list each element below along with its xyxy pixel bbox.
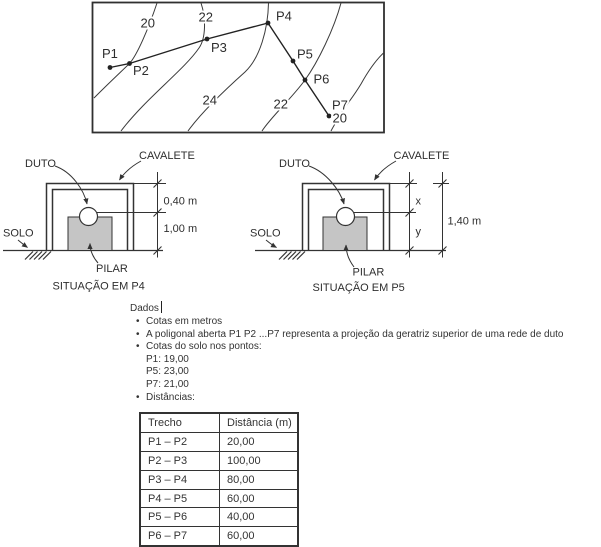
point-label-p2: P2 — [133, 63, 149, 78]
bullet-text-poligonal: A poligonal aberta P1 P2 ...P7 representa a projeção da geratriz superior de uma rede de duto — [146, 328, 564, 340]
section-p4 — [3, 150, 197, 293]
contour-label-20-left: 20 — [140, 15, 155, 31]
point-marker-p5 — [291, 59, 296, 64]
cell-distancia: 60,00 — [220, 489, 299, 508]
table-row — [140, 432, 298, 451]
cota-line-p5: P5: 23,00 — [146, 366, 189, 378]
cavalete-label: CAVALETE — [139, 150, 195, 162]
contour-line-22-right — [262, 3, 341, 131]
table-row — [140, 489, 298, 508]
point-marker-p3 — [205, 37, 210, 42]
topo-map — [93, 3, 385, 133]
table-row — [140, 451, 298, 470]
duto-pipe-circle — [80, 208, 98, 226]
bullet-glyph: • — [136, 391, 140, 403]
duto-label: DUTO — [279, 158, 310, 170]
cavalete-label: CAVALETE — [393, 150, 450, 162]
contour-label-24: 24 — [202, 92, 217, 108]
dados-block[interactable] — [130, 301, 564, 404]
section-title: SITUAÇÃO EM P4 — [52, 280, 145, 293]
point-marker-p4 — [266, 21, 271, 26]
cell-trecho: P2 – P3 — [140, 451, 220, 470]
table-row — [140, 508, 298, 527]
point-label-p1: P1 — [102, 46, 118, 61]
soil-hatch — [279, 252, 305, 260]
solo-label: SOLO — [3, 227, 34, 240]
bullet-line — [130, 341, 564, 354]
dim-y-label: y — [415, 226, 421, 238]
contour-label-22-left: 22 — [198, 9, 213, 25]
text-cursor — [161, 301, 162, 313]
cell-distancia: 80,00 — [220, 470, 299, 489]
point-label-p4: P4 — [276, 8, 292, 24]
pilar-label: PILAR — [96, 263, 128, 275]
bullet-glyph: • — [136, 341, 140, 353]
section-title: SITUAÇÃO EM P5 — [312, 282, 405, 294]
bullet-glyph: • — [136, 328, 140, 340]
cell-trecho: P3 – P4 — [140, 470, 220, 489]
table-row — [140, 470, 298, 489]
cell-distancia: 100,00 — [220, 451, 299, 470]
bullet-line — [130, 392, 564, 405]
contour-label-20-right: 20 — [332, 110, 347, 126]
leader-cavalete — [120, 161, 142, 180]
leader-duto — [55, 166, 87, 204]
section-p5 — [250, 150, 481, 294]
cell-trecho: P6 – P7 — [140, 527, 220, 546]
cell-trecho: P5 – P6 — [140, 508, 220, 527]
contour-label-22-right: 22 — [273, 96, 288, 112]
cell-distancia: 20,00 — [220, 432, 299, 451]
point-marker-p1 — [108, 65, 113, 70]
table-row — [140, 527, 298, 546]
table-header-row — [140, 413, 298, 432]
bullet-text-cotas-solo: Cotas do solo nos pontos: — [146, 341, 262, 353]
point-label-p5: P5 — [297, 46, 313, 62]
header-trecho: Trecho — [140, 413, 220, 432]
header-distancia: Distância (m) — [220, 413, 299, 432]
duto-pipe-circle — [337, 208, 355, 226]
dados-title-row — [130, 301, 564, 316]
leader-solo — [18, 240, 28, 248]
bullet-glyph: • — [136, 316, 140, 327]
cell-trecho: P4 – P5 — [140, 489, 220, 508]
solo-label: SOLO — [250, 227, 281, 240]
point-label-p3: P3 — [211, 40, 227, 55]
cell-trecho: P1 – P2 — [140, 432, 220, 451]
dados-title: Dados — [130, 303, 159, 314]
dim-bottom-label: 1,00 m — [163, 223, 198, 235]
dim-top-label: 0,40 m — [163, 195, 198, 208]
bullet-text-distancias: Distâncias: — [146, 391, 195, 403]
pilar-label: PILAR — [352, 266, 385, 279]
soil-hatch — [25, 252, 51, 260]
leader-cavalete — [375, 161, 397, 180]
dimension-ticks — [406, 180, 447, 255]
bullet-text-cotas-metros: Cotas em metros — [146, 316, 223, 327]
dim-total-label: 1,40 m — [447, 215, 482, 228]
cell-distancia: 40,00 — [220, 508, 299, 527]
point-label-p6: P6 — [313, 71, 330, 87]
cota-line-p7: P7: 21,00 — [146, 378, 189, 390]
duto-label: DUTO — [25, 158, 56, 170]
distance-table — [139, 412, 299, 547]
leader-solo — [266, 240, 277, 248]
point-marker-p6 — [303, 78, 308, 83]
point-label-p7: P7 — [332, 97, 348, 113]
bullet-line — [130, 329, 564, 342]
bullet-line — [130, 316, 564, 329]
leader-duto — [309, 166, 344, 204]
dim-x-label: x — [415, 195, 421, 208]
cota-line-p1: P1: 19,00 — [146, 353, 189, 365]
cell-distancia: 60,00 — [220, 527, 299, 546]
point-marker-p2 — [127, 61, 132, 66]
point-marker-p7 — [327, 114, 332, 119]
